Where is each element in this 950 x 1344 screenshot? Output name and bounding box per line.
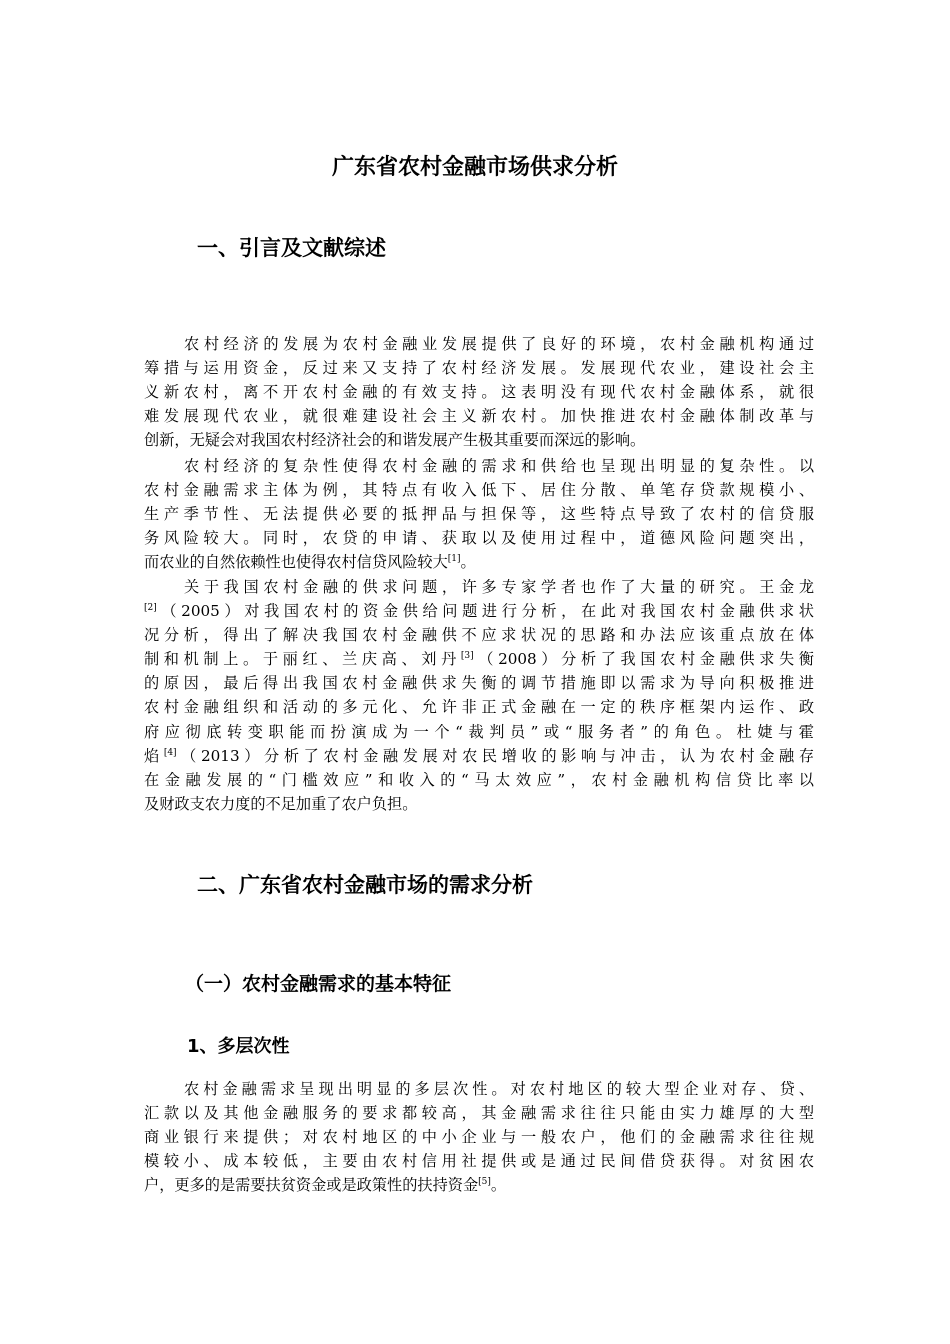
citation-ref: [3]: [460, 651, 474, 662]
text-line: 农村金融需求呈现出明显的多层次性。对农村地区的较大型企业对存、贷、: [184, 1080, 814, 1098]
text-line: 农村经济的复杂性使得农村金融的需求和供给也呈现出明显的复杂性。以: [184, 457, 814, 475]
paragraph-intro-1: [144, 332, 814, 452]
text-line: 务风险较大。同时，农贷的申请、获取以及使用过程中，道德风险问题突出，: [144, 529, 814, 548]
text-line: [144, 550, 814, 574]
text-line: [144, 599, 814, 623]
text-line: 汇款以及其他金融服务的要求都较高，其金融需求往往只能由实力雄厚的大型: [144, 1104, 814, 1123]
section-heading-intro: 一、引言及文献综述: [197, 236, 386, 260]
text-line: 农村金融组织和活动的多元化、允许非正式金融在一定的秩序框架内运作、政: [144, 698, 814, 717]
text-segment: （2008）分析了我国农村金融供求失衡: [473, 650, 814, 669]
text-line: 生产季节性、无法提供必要的抵押品与担保等，这些特点导致了农村的信贷服: [144, 505, 814, 524]
text-segment: 。: [490, 1176, 507, 1195]
text-line: 筹措与运用资金，反过来又支持了农村经济发展。发展现代农业，建设社会主: [144, 359, 814, 378]
paragraph-demand-1: [144, 1077, 814, 1197]
text-segment: 制和机制上。于丽红、兰庆高、刘丹: [144, 650, 461, 669]
text-line: [144, 647, 814, 671]
citation-ref: [2]: [144, 603, 157, 614]
paragraph-intro-3: [144, 575, 814, 816]
text-line: 义新农村，离不开农村金融的有效支持。这表明没有现代农村金融体系，就很: [144, 383, 814, 402]
text-line: 的原因，最后得出我国农村金融供求失衡的调节措施即以需求为导向积极推进: [144, 674, 814, 693]
citation-ref: [5]: [478, 1177, 491, 1188]
text-line: 农村经济的发展为农村金融业发展提供了良好的环境，农村金融机构通过: [184, 335, 814, 353]
text-line: 及财政支农力度的不足加重了农户负担。: [144, 794, 418, 813]
document-title: 广东省农村金融市场供求分析: [331, 155, 618, 180]
citation-ref: [4]: [163, 747, 177, 758]
subsubsection-heading: 1、多层次性: [187, 1036, 290, 1057]
subsection-heading: （一）农村金融需求的基本特征: [185, 973, 452, 995]
text-line: [144, 744, 814, 768]
text-line: 商业银行来提供；对农村地区的中小企业与一般农户，他们的金融需求往往规: [144, 1128, 814, 1147]
text-line: 创新，无疑会对我国农村经济社会的和谐发展产生极其重要而深远的影响。: [144, 431, 646, 450]
text-segment: 。: [460, 553, 476, 572]
text-segment: （2013）分析了农村金融发展对农民增收的影响与冲击，认为农村金融存: [176, 746, 815, 765]
text-segment: 而农业的自然依赖性也使得农村信贷风险较大: [144, 553, 448, 572]
citation-ref: [1]: [447, 554, 461, 565]
text-line: 模较小、成本较低，主要由农村信用社提供或是通过民间借贷获得。对贫困农: [144, 1152, 814, 1171]
text-segment: 焰: [144, 746, 164, 765]
text-line: [144, 1173, 814, 1197]
text-segment: 户，更多的是需要扶贫资金或是政策性的扶持资金: [144, 1176, 479, 1195]
text-line: 府应彻底转变职能而扮演成为一个“裁判员”或“服务者”的角色。杜婕与霍: [144, 722, 814, 741]
text-line: 难发展现代农业，就很难建设社会主义新农村。加快推进农村金融体制改革与: [144, 407, 814, 426]
paragraph-intro-2: [144, 454, 814, 574]
text-line: 在金融发展的“门槛效应”和收入的“马太效应”，农村金融机构信贷比率以: [144, 770, 814, 789]
text-line: 况分析，得出了解决我国农村金融供不应求状况的思路和办法应该重点放在体: [144, 626, 814, 645]
text-line: 关于我国农村金融的供求问题，许多专家学者也作了大量的研究。王金龙: [184, 578, 814, 596]
text-segment: （2005）对我国农村的资金供给问题进行分析，在此对我国农村金融供求状: [156, 602, 814, 621]
text-line: 农村金融需求主体为例，其特点有收入低下、居住分散、单笔存贷款规模小、: [144, 481, 814, 500]
section-heading-demand: 二、广东省农村金融市场的需求分析: [197, 873, 533, 897]
